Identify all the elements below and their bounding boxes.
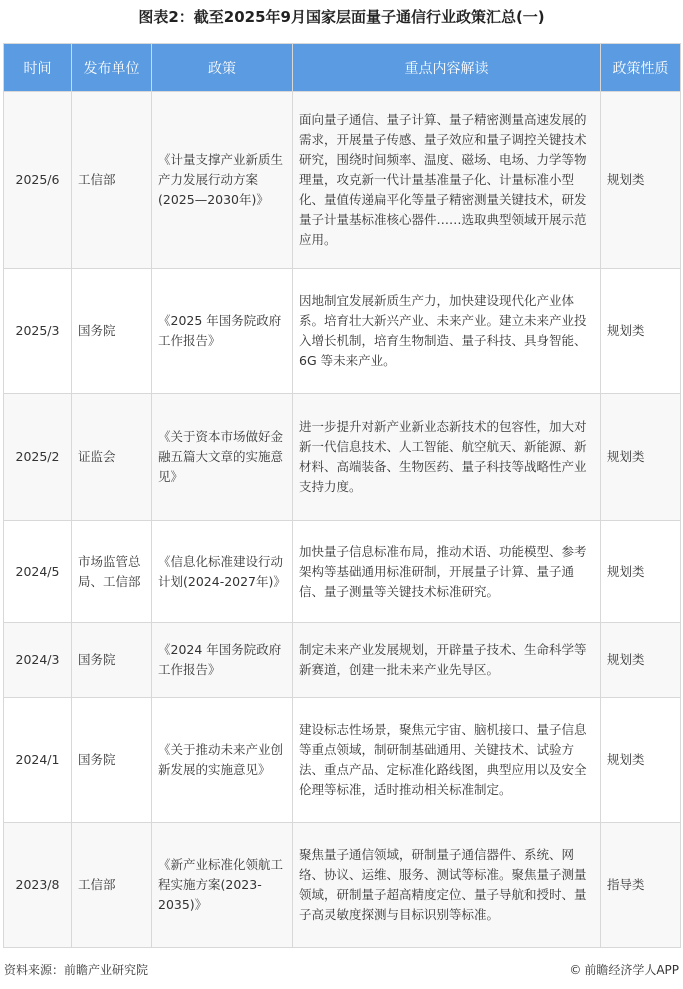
policy-table [3,43,681,948]
cell-nature: 规划类 [601,92,681,269]
header-content: 重点内容解读 [293,44,601,92]
table-row [4,92,681,269]
chart-title: 图表2：截至2025年9月国家层面量子通信行业政策汇总(一) [138,8,545,26]
cell-policy: 《2024 年国务院政府工作报告》 [152,623,293,698]
brand-credit [569,960,679,980]
cell-nature: 规划类 [601,698,681,823]
cell-nature: 规划类 [601,269,681,394]
table-row [4,623,681,698]
cell-org: 国务院 [72,269,152,394]
header-policy: 政策 [152,44,293,92]
table-header-row [4,44,681,92]
brand-name: 前瞻经济学人APP [584,963,679,977]
source-note: 资料来源：前瞻产业研究院 [4,963,149,977]
cell-org: 国务院 [72,698,152,823]
copyright-icon: © [569,963,582,977]
cell-org: 工信部 [72,823,152,948]
cell-content: 加快量子信息标准布局，推动术语、功能模型、参考架构等基础通用标准研制，开展量子计算、量子通信、量子测量等关键技术标准研究。 [293,521,601,623]
cell-nature: 规划类 [601,521,681,623]
table-row [4,823,681,948]
cell-policy: 《关于资本市场做好金融五篇大文章的实施意见》 [152,394,293,521]
cell-nature: 规划类 [601,394,681,521]
footer [4,960,679,980]
cell-time: 2025/6 [4,92,72,269]
header-time: 时间 [4,44,72,92]
cell-content: 面向量子通信、量子计算、量子精密测量高速发展的需求，开展量子传感、量子效应和量子调控关键技术研究，围绕时间频率、温度、磁场、电场、力学等物理量，攻克新一代计量基准量子化、计量标准小型化、量值传递扁平化等量子精密测量关键技术，研发量子计量基标准核心器件……选取典型领域开展示范应用。 [293,92,601,269]
cell-policy: 《新产业标准化领航工程实施方案(2023-2035)》 [152,823,293,948]
cell-policy: 《关于推动未来产业创新发展的实施意见》 [152,698,293,823]
cell-time: 2024/5 [4,521,72,623]
cell-time: 2025/2 [4,394,72,521]
cell-policy: 《计量支撑产业新质生产力发展行动方案(2025—2030年)》 [152,92,293,269]
cell-time: 2024/1 [4,698,72,823]
cell-nature: 规划类 [601,623,681,698]
cell-policy: 《2025 年国务院政府工作报告》 [152,269,293,394]
cell-org: 市场监管总局、工信部 [72,521,152,623]
table-row [4,521,681,623]
cell-content: 聚焦量子通信领域，研制量子通信器件、系统、网络、协议、运维、服务、测试等标准。聚焦量子测量领域，研制量子超高精度定位、量子导航和授时、量子高灵敏度探测与目标识别等标准。 [293,823,601,948]
cell-time: 2023/8 [4,823,72,948]
cell-time: 2025/3 [4,269,72,394]
cell-org: 国务院 [72,623,152,698]
cell-policy: 《信息化标准建设行动计划(2024-2027年)》 [152,521,293,623]
cell-nature: 指导类 [601,823,681,948]
cell-content: 因地制宜发展新质生产力，加快建设现代化产业体系。培育壮大新兴产业、未来产业。建立未来产业投入增长机制，培育生物制造、量子科技、具身智能、6G 等未来产业。 [293,269,601,394]
cell-content: 进一步提升对新产业新业态新技术的包容性，加大对新一代信息技术、人工智能、航空航天、新能源、新材料、高端装备、生物医药、量子科技等战略性产业支持力度。 [293,394,601,521]
cell-content: 建设标志性场景，聚焦元宇宙、脑机接口、量子信息等重点领域，制研制基础通用、关键技术、试验方法、重点产品、定标准化路线图，典型应用以及安全伦理等标准，适时推动相关标准制定。 [293,698,601,823]
header-org: 发布单位 [72,44,152,92]
header-nature: 政策性质 [601,44,681,92]
table-row [4,698,681,823]
cell-content: 制定未来产业发展规划，开辟量子技术、生命科学等新赛道，创建一批未来产业先导区。 [293,623,601,698]
cell-org: 工信部 [72,92,152,269]
cell-org: 证监会 [72,394,152,521]
cell-time: 2024/3 [4,623,72,698]
table-row [4,394,681,521]
table-row [4,269,681,394]
